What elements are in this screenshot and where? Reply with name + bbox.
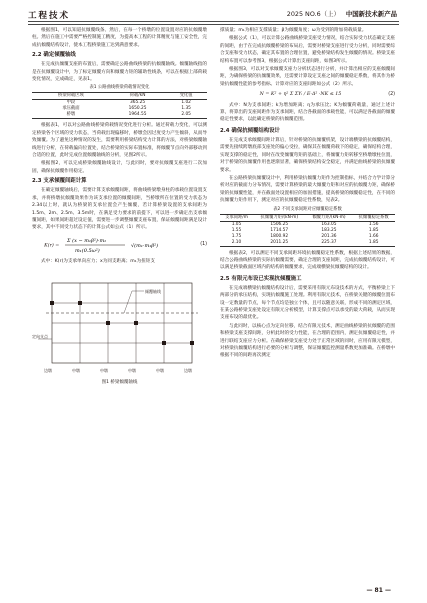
paragraph: 根据图2，可以完成桥梁倾覆轴线设计，与此同时，要对抗倾覆支座进行二次加固，确保抗倾覆作用稳定。	[32, 161, 207, 174]
table-header-cell: 桥梁荷载区域	[32, 93, 110, 100]
paragraph: 在完成端横梁抗倾覆结构设计后，需要采用有限元布设技术的方式，平衡桥梁上下两部分的承压结构，实现抗倾覆施工处理。利用有限元技术，在桥梁关键的倾覆位置布设一定数量的节点，每个节点均是独立个体，且可以随意关联，形成不同的测定区域，在某公路桥梁支座处设定有限元分析模型，计算支撑点可以承受的最大荷载，从而实现支座布设的最优化。	[220, 285, 395, 321]
page-header-journal	[287, 9, 397, 18]
table-row	[220, 240, 395, 247]
table-cell: 1.55	[231, 227, 242, 233]
section-heading-2-2: 2.2 确定倾覆轴线	[32, 52, 76, 59]
section-heading-2-5: 2.5 有限元布设已实现抗倾覆施工	[220, 275, 302, 282]
span-label: 边墩	[184, 368, 192, 374]
table-header-cell: 抗倾覆力矩/(kN·m)	[253, 214, 306, 221]
figure-1	[32, 269, 207, 387]
span-label: 中墩	[72, 368, 80, 374]
span-label: 边墩	[44, 368, 52, 374]
table-cell: 365.25	[130, 100, 146, 106]
journal-name: 中国新技术新产品	[345, 10, 397, 18]
table-cell: 1.05	[231, 221, 242, 227]
table-cell: 1.56	[368, 221, 379, 227]
paragraph: 在完成抗倾覆支座的布置后，需要确定公路曲线桥梁的抗倾覆轴线。倾覆轴线指的是在抗倾覆设计中，为了标定倾覆方向和倾覆力矩的辅助性线条，可以在根据上部荷载变化情况，完成确定，见表1。	[32, 62, 207, 83]
overturning-axis-label: 倾覆轴线	[145, 289, 161, 295]
span-label: 中墩	[100, 368, 108, 374]
formula-2	[220, 91, 395, 98]
paragraph: 撑质量；m₁为相应支撑质量；β为倾覆角度；ω为受到的附加荷载质量。	[220, 28, 367, 33]
table-cell: 2011.25	[253, 240, 306, 247]
header-rule	[28, 21, 399, 22]
page-number: — 81 —	[366, 587, 391, 594]
header-rule-thin	[28, 24, 399, 25]
table-cell: 1964.55	[110, 112, 165, 119]
table-cell: 1.75	[231, 233, 242, 239]
span-label: 中墩	[128, 368, 136, 374]
table-cell: 1.02	[181, 100, 191, 106]
table-cell: 中段	[66, 100, 76, 106]
table-cell: 1714.57	[270, 227, 289, 233]
anchor-point-label: 定向支点	[32, 334, 48, 340]
table-cell: 1506.25	[270, 221, 289, 227]
page-header-section: 工程技术	[28, 11, 71, 21]
formula-1-fraction-icon	[61, 235, 181, 255]
formula-lhs: K(r) =	[44, 243, 60, 249]
table-cell: 1.85	[368, 227, 379, 233]
paragraph: 在确定倾覆轴线后，需要计算支承倾覆间距，将曲线桥梁墩身柱的承载位置设置支承，并将桥墩抗倾覆效果作为该支承位置的倾覆间距，当桥墩所在位置的受力状态为2.34以上时，就认为桥梁的支承位置会产生倾覆，若计算桥梁设置的支承间距为1.5m、2m、2.5m、3.5m时，在满足受力要求的前提下，可以进一步确定出支承倾覆间距，如果间距超过设定值，需要进一步调整倾覆支座布置，保证倾覆间距满足设计要求，其中不同受力状态下的计算公式如公式（1）所示。	[32, 188, 207, 231]
table-cell: 183.25	[321, 227, 337, 233]
table-header-cell: 荷载/kN	[110, 93, 165, 100]
svg-text:√(m₁·m₁β²): √(m₁·m₁β²)	[130, 242, 158, 249]
table-row	[32, 112, 207, 119]
formula-2-expression: N = K² + η² Σ ΣYᵢ / E·Δ² ·NK ≤ 15	[259, 92, 342, 98]
table-cell: 1800.92	[270, 233, 289, 239]
table-cell: 225.37	[306, 240, 353, 247]
span-label: 中墩	[156, 368, 164, 374]
table-cell: 1650.25	[128, 106, 147, 112]
paragraph: 式中：K(r)为支承单向应力；x为同支距离；m₁为扭矩支	[41, 258, 155, 264]
svg-text:m₁(0.5ω²): m₁(0.5ω²)	[74, 247, 100, 254]
table2	[220, 214, 395, 247]
table-cell: 201.36	[321, 233, 337, 239]
formula-1	[32, 235, 207, 255]
table-header-cell: 变化值	[165, 93, 207, 100]
right-column	[220, 27, 395, 361]
section-heading-2-4: 2.4 确保抗倾覆结构设计	[220, 127, 280, 134]
paragraph: 与此同时，以核心点为定向位移，结合有限元技术，测定曲线桥梁的抗倾覆的范围和桥梁支座支撑间距，分析此时的受力性能，在合理的范围内，测定抗倾覆稳定性，并进行联结支座应力分析。在确保桥梁支座受力处于正常区域的同时，应用有限元模型，对桥梁抗倾覆结构进行必要的分析与调整，保证倾覆监控测量系数更加准确。在桥墩中根据不同的间距再次测定	[220, 323, 395, 359]
table-cell: 1.35	[181, 106, 191, 112]
section-heading-2-3: 2.3 支承倾覆间距计算	[32, 178, 87, 185]
paragraph: 根据公式（1），可以计算公路曲线桥梁支座受力情况，结合实际受力状态确定支座的间距，由于在完成抗倾覆桥梁的布局后，需要对桥梁支座进行受力分析，同时需要综合支座和受力状态，确定其布置的合理位置，避免桥梁结构发生倾覆的情况。桥梁支座结构布置可以参考图3，根据公式计算出支座间距，如图3所示。	[220, 36, 396, 64]
paragraph: 在公路桥梁抗倾覆设计中，利用桥梁抗倾覆力矩作为控制指标，并结合力学计算分析对应的截面力分布情况，需要计算桥梁的最大倾覆力矩和对应的抗倾覆力矩，确保桥梁的抗倾覆性能，并在截面处设置相应的加固措施，提高桥梁的倾覆稳定性，在不同的抗倾覆力矩作用下，测定对应的抗倾覆稳定性系数，见表2。	[220, 175, 395, 204]
formula-2-number: (2)	[388, 92, 395, 98]
svg-text:Σ (x − m₁β²)·m₁: Σ (x − m₁β²)·m₁	[66, 237, 107, 244]
table-cell: 2.05	[165, 112, 207, 119]
table-cell: 承压截面	[62, 106, 80, 112]
table1	[32, 92, 207, 119]
table-header-cell: 抗倾覆稳定系数	[352, 214, 395, 221]
table-cell: 1.85	[352, 240, 395, 247]
paragraph: 根据表2，可以测定不同支承间距环境抗倾覆稳定性系数，根据上述结果的数据，结合公路曲线桥梁的实际抗倾覆需要，确定合理的支座间距，完成抗倾覆结构设计，可以满足桥梁截面区域内的结构的倾覆要求，完成端横梁抗倾覆结构的设计。	[220, 250, 395, 271]
figure-1-caption: 图1 桥梁倾覆轴线	[101, 380, 138, 386]
table2-caption: 表2 不同支承间距对应倾覆稳定系数	[273, 206, 342, 212]
paragraph: 根据图1，可以知道抗倾覆线条、然后，在每一个桥墩的位置设置对应的抗倾覆墩柱。然后在施工中需要严格控制施工精度，为提高本工程的计算精度与施工安全性，完成抗倾覆结构设计，使本工程桥梁施工达到满意要求。	[32, 28, 207, 48]
paragraph: 根据图3，可以对支承倾覆支座力分析状态进行分析，并计算出相应的支座倾覆间距，为确保桥梁的抗倾覆效果，还需要计算设定支座之间的倾覆稳定系数，将其作为桥梁抗倾覆性能的参考指标。计算对应的支座间距如公式（2）所示。	[220, 67, 395, 87]
paragraph: 根据表1，可以对公路曲线桥梁荷载情况变化进行分析。通过荷载力变化，可以测定桥梁各个区域的受力状态，当荷载出现偏移时，桥墩会因过度受力产生倾斜，从而导致倾覆。为了避免这种情况的发生，需要利用桥梁结构受力计算的方法，对桥梁倾覆轴线进行分析，在荷载偏向位置处，结合桥梁的实际布置标准，将倾覆节点向外部移动到合适的位置，此时完成位置倾覆轴线的分析，见图2所示。	[32, 123, 207, 159]
issue-label: 2025 NO.6（上）	[286, 10, 340, 18]
overturning-axis-diagram	[32, 269, 207, 377]
table-cell: 2.10	[220, 240, 253, 247]
formula-1-number: (1)	[200, 242, 207, 248]
table-header-cell: 支承间距/m	[220, 214, 253, 221]
table1-caption: 表1 公路曲线桥梁荷载情况变化	[89, 85, 150, 91]
formula-1-expression	[32, 235, 193, 255]
table-cell: 桥墩	[32, 112, 110, 119]
table-cell: 163.05	[321, 221, 337, 227]
left-column	[32, 27, 207, 387]
paragraph: 式中：N为支承间距；k为增加距离；η为承压比；K为倾覆荷载量，通过上述计算，将算出的支座间距作为支承间距，结合各截面的承载性能，可以满足各截面的倾覆稳定性要求，以此确定桥梁的抗倾覆范围。	[220, 102, 395, 123]
table-cell: 1.66	[368, 233, 379, 239]
paragraph: 在完成支承倾覆间距计算后，针对桥梁的抗倾覆机架，设计端横梁的抗倾覆结构，需要先接续跨墩底部支座处的偏心受拉，确保其在倾覆荷载下的稳定，确保结构合理，实现支撑的稳定性，同时在改变倾覆弯矩的基础上，将倾覆力矩转移至桥墩墩柱位置，对于桥梁的抗倾覆作用也逐渐显著，确保桥梁结构安全稳定，并满足曲线桥梁的抗倾覆要求。	[220, 137, 395, 173]
table-header-cell: 倾覆力矩/(kN·m)	[306, 214, 353, 221]
